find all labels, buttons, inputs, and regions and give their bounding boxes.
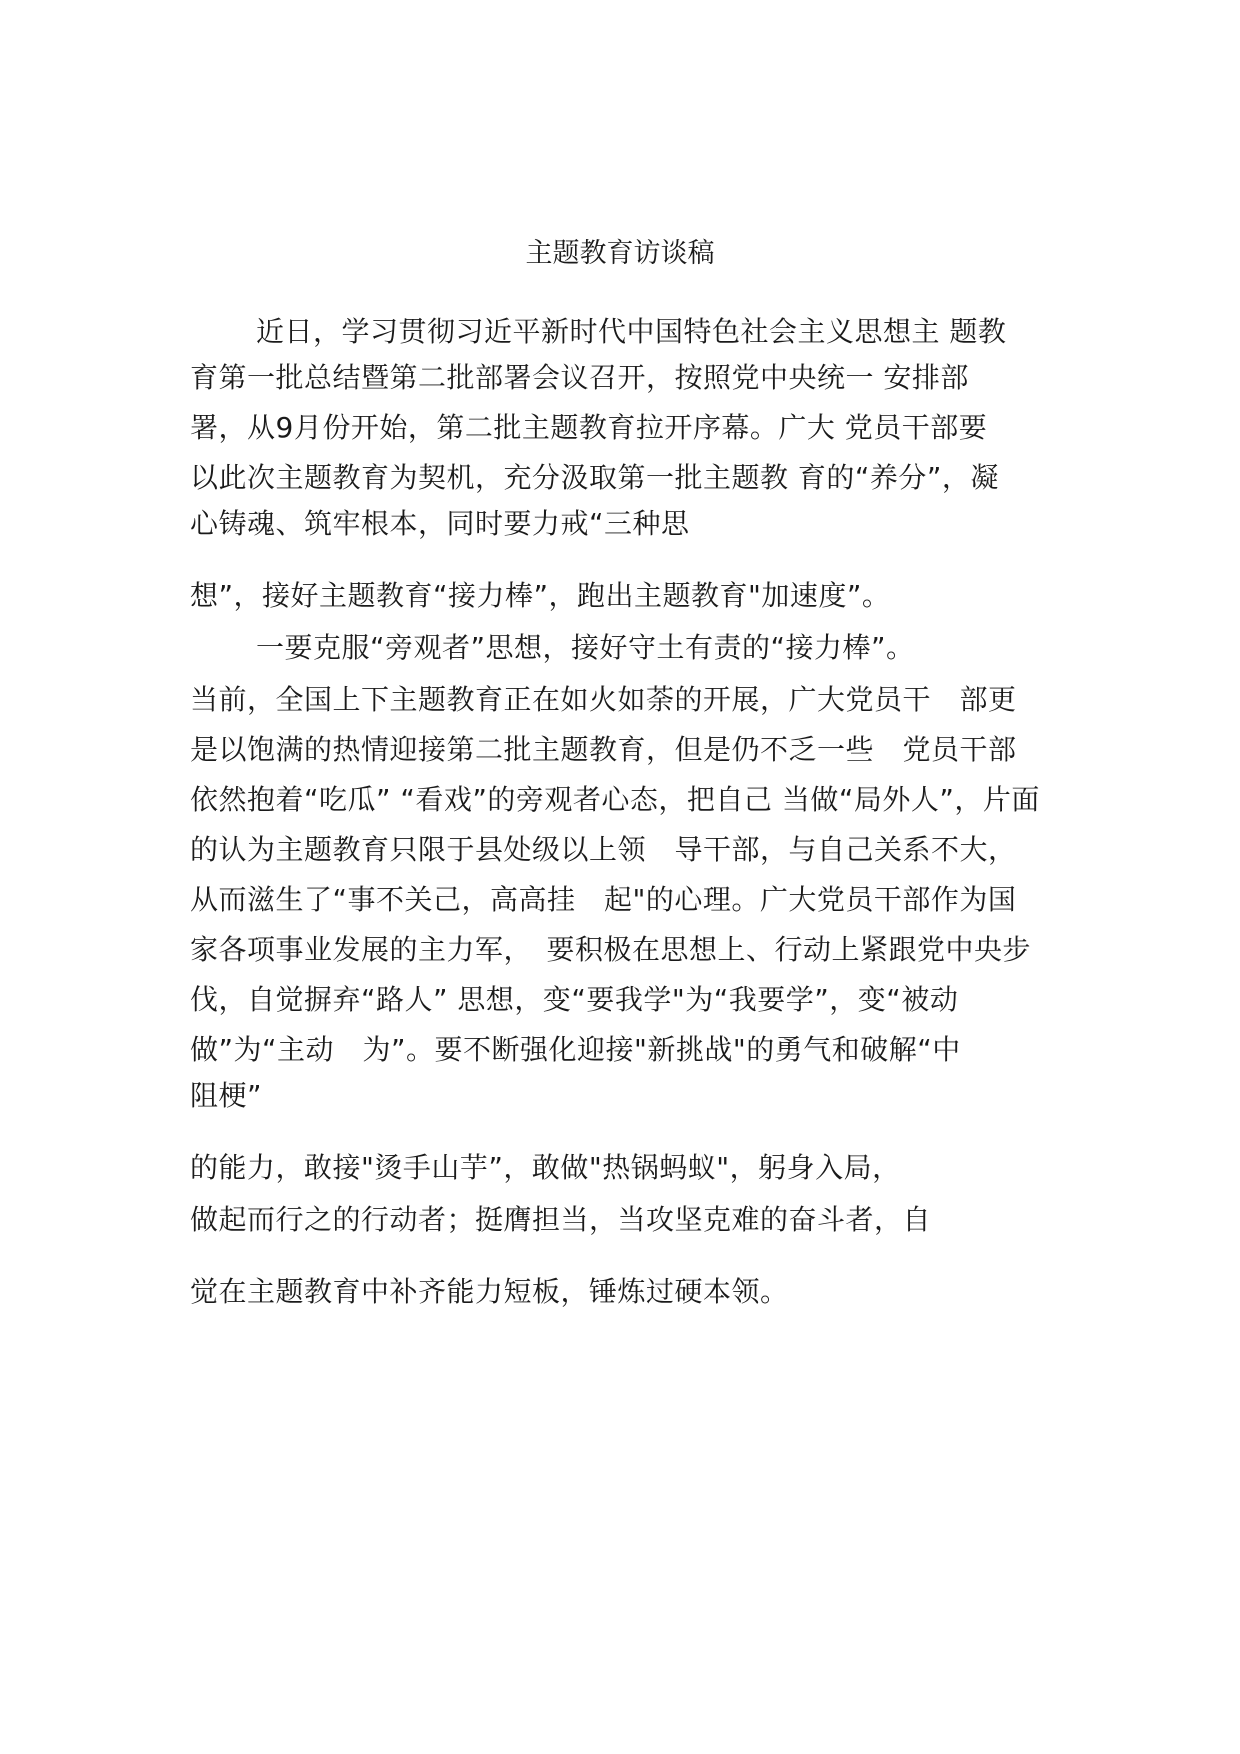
paragraph-line: 做”为“主动 为”。要不断强化迎接"新挑战"的勇气和破解“中 bbox=[190, 1033, 961, 1066]
paragraph-line: 的认为主题教育只限于县处级以上领 导干部，与自己关系不大， bbox=[190, 833, 1017, 866]
paragraph-line: 是以饱满的热情迎接第二批主题教育，但是仍不乏一些 党员干部 bbox=[190, 733, 1017, 766]
paragraph-line: 当前，全国上下主题教育正在如火如荼的开展，广大党员干 部更 bbox=[190, 683, 1017, 716]
paragraph-line: 依然抱着“吃瓜” “看戏”的旁观者心态，把自己 当做“局外人”，片面 bbox=[190, 783, 1040, 816]
paragraph-line: 心铸魂、筑牢根本，同时要力戒“三种思 bbox=[190, 507, 690, 540]
paragraph-line: 觉在主题教育中补齐能力短板，锤炼过硬本领。 bbox=[190, 1275, 789, 1308]
paragraph-line: 署，从9月份开始，第二批主题教育拉开序幕。广大 党员干部要 bbox=[190, 411, 988, 444]
document-title: 主题教育访谈稿 bbox=[525, 238, 715, 269]
paragraph-line: 的能力，敢接"烫手山芋”，敢做"热锅蚂蚁"，躬身入局， bbox=[190, 1151, 901, 1184]
paragraph-line: 阻梗” bbox=[190, 1079, 263, 1112]
paragraph-line: 做起而行之的行动者；挺膺担当，当攻坚克难的奋斗者，自 bbox=[190, 1203, 932, 1236]
section-heading: 一要克服“旁观者”思想，接好守土有责的“接力棒”。 bbox=[256, 631, 915, 664]
paragraph-line: 伐，自觉摒弃“路人” 思想，变“要我学"为“我要学”，变“被动 bbox=[190, 983, 959, 1016]
paragraph-line: 想”，接好主题教育“接力棒”，跑出主题教育"加速度”。 bbox=[190, 579, 891, 612]
paragraph-line: 家各项事业发展的主力军， 要积极在思想上、行动上紧跟党中央步 bbox=[190, 933, 1032, 966]
paragraph-line: 育第一批总结暨第二批部署会议召开，按照党中央统一 安排部 bbox=[190, 361, 969, 394]
paragraph-line: 以此次主题教育为契机，充分汲取第一批主题教 育的“养分”，凝 bbox=[190, 461, 999, 494]
paragraph-line: 近日，学习贯彻习近平新时代中国特色社会主义思想主 题教 bbox=[256, 315, 1007, 348]
paragraph-line: 从而滋生了“事不关己，高高挂 起"的心理。广大党员干部作为国 bbox=[190, 883, 1017, 916]
